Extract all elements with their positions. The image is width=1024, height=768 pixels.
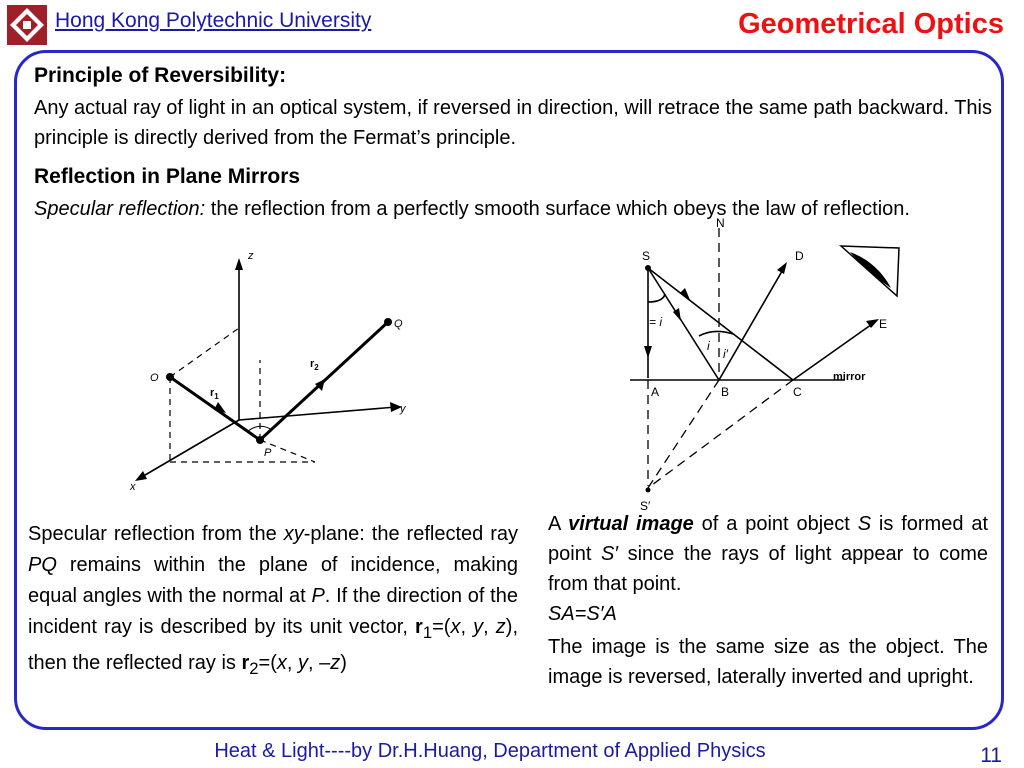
page-number: 11: [980, 744, 1002, 767]
topic-title: Geometrical Optics: [738, 8, 1004, 40]
polyu-logo-icon: [4, 2, 50, 48]
label-s-prime: S′: [640, 499, 651, 513]
point-p-label: P: [264, 447, 272, 459]
vector-r2-label: $r_2$: [310, 358, 319, 372]
vector-r1-label: $r_1$: [210, 387, 219, 401]
label-n: N: [716, 218, 725, 230]
label-angle-i-prime: i′: [723, 347, 728, 361]
x-axis: [140, 420, 239, 478]
z-axis-label: z: [248, 250, 254, 262]
label-c: C: [793, 385, 802, 399]
right-caption: A virtual image of a point object S is formed at point S′ since the rays of light appear to come from that point.: [548, 513, 988, 595]
y-axis-label: y: [400, 403, 406, 415]
reversibility-heading: Principle of Reversibility:: [34, 64, 287, 87]
label-a: A: [651, 385, 660, 399]
xy-plane-reflection-diagram: [110, 250, 430, 500]
label-d: D: [795, 249, 804, 263]
label-angle-i: i: [707, 339, 710, 353]
plane-mirrors-heading: Reflection in Plane Mirrors: [34, 165, 301, 188]
specular-term: Specular reflection:: [34, 198, 206, 220]
image-equation: SA=S′A: [548, 603, 617, 625]
x-axis-label: x: [130, 481, 136, 493]
y-axis: [239, 407, 396, 420]
label-equal-i: = i: [649, 315, 663, 329]
label-e: E: [879, 317, 888, 331]
eye-icon: [841, 246, 899, 296]
university-name[interactable]: Hong Kong Polytechnic University: [55, 9, 372, 32]
point-o-label: O: [150, 372, 159, 384]
label-s: S: [642, 249, 651, 263]
image-properties: The image is the same size as the object. The image is reversed, laterally inverted and upright.: [548, 636, 988, 688]
footer-credit: Heat & Light----by Dr.H.Huang, Department of Applied Physics: [214, 740, 766, 762]
point-q-label: Q: [394, 318, 403, 330]
specular-body: the reflection from a perfectly smooth surface which obeys the law of reflection.: [205, 198, 910, 220]
left-caption: Specular reflection from the xy-plane: the reflected ray PQ remains within the plane of incidence, making equal angles with the normal at P. If the direction of the incident ray is described by its unit vector, $r_1=(x$, y, z), then the reflected ray is $r_2=(x$, y, –z): [28, 523, 518, 678]
label-b: B: [721, 385, 730, 399]
label-mirror: mirror: [833, 371, 866, 383]
plane-mirror-diagram: [615, 218, 915, 518]
reversibility-body: Any actual ray of light in an optical system, if reversed in direction, will retrace the same path backward. This principle is directly derived from the Fermat’s principle.: [34, 97, 992, 149]
